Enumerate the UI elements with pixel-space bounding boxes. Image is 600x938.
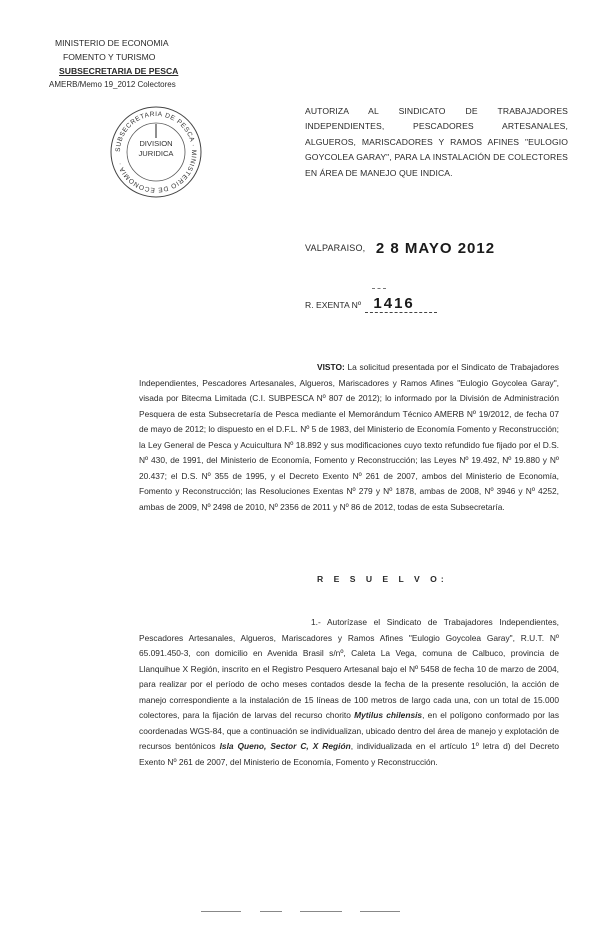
article-1-tail: , individualizada en el artículo 1º letra d) del Decreto Exento Nº 261 de 2007, del Ministerio de Economía, Fomento y Reconstrucción.: [139, 741, 559, 767]
ministry-line-2: FOMENTO Y TURISMO: [63, 52, 156, 62]
article-1-paragraph: [139, 615, 559, 770]
resolution-title: AUTORIZA AL SINDICATO DE TRABAJADORES INDEPENDIENTES, PESCADORES ARTESANALES, ALGUEROS, MARISCADORES Y RAMOS AFINES "EULOGIO GOYCOLEA GARAY", PARA LA INSTALACIÓN DE COLECTORES EN ÁREA DE MANEJO QUE INDICA.: [305, 106, 568, 178]
date-stamp: 2 8 MAYO 2012: [375, 240, 496, 257]
article-1-lead: 1.- Autorízase el Sindicato de Trabajadores Independientes, Pescadores Artesanales, Algueros, Mariscadores y Ramos Afines "Eulogio Goycolea Garay", R.U.T. Nº 65.091.450-3, con domicilio en Avenida Brasil s/nº, Caleta La Vega, comuna de Calbuco, provincia de Llanquihue X Región, inscrito en el Registro Pesquero Artesanal bajo el Nº 5458 de fecha 10 de marzo de 2004, para realizar por el período de ocho meses contados desde la fecha de la presente resolución, la acción de manejo correspondiente a la instalación de 15 líneas de 100 metros de largo cada una, con un total de 15.000 colectores, para la fijación de larvas del recurso chorito: [139, 617, 559, 720]
date-line: [305, 240, 495, 257]
resuelvo-heading: R E S U E L V O:: [317, 574, 448, 584]
visto-label: VISTO:: [317, 362, 345, 372]
date-city: VALPARAISO,: [305, 243, 366, 253]
footer-rule: [300, 911, 342, 912]
seal-center-line-1: DIVISION: [139, 139, 173, 148]
reference-dash-mark: [372, 288, 386, 289]
subsecretaria-line: SUBSECRETARIA DE PESCA: [59, 66, 179, 76]
visto-paragraph: [139, 360, 559, 515]
seal-ring-text: SUBSECRETARIA DE PESCA · MINISTERIO DE ECONOMIA ·: [114, 110, 198, 194]
seal-center-line-2: JURIDICA: [138, 149, 174, 158]
footer-rule: [260, 911, 282, 912]
memo-reference: AMERB/Memo 19_2012 Colectores: [49, 80, 176, 89]
issuer-header: [49, 36, 235, 92]
article-1-species: Mytilus chilensis: [354, 710, 423, 720]
article-1-middle: , en el polígono conformado por las coordenadas WGS-84, que a continuación se individualizan, ubicado dentro del área de manejo y explotación de recursos bentónicos: [139, 710, 560, 751]
resolution-reference: [305, 295, 437, 313]
official-seal: [108, 104, 204, 200]
reference-number: 1416: [365, 295, 436, 313]
ministry-line: MINISTERIO DE ECONOMIA: [55, 38, 169, 48]
footer-rule: [201, 911, 241, 912]
article-1-sector: Isla Queno, Sector C, X Región: [219, 741, 351, 751]
seal-center-text: [108, 139, 204, 159]
reference-label: R. EXENTA Nº: [305, 300, 361, 310]
footer-rule: [360, 911, 400, 912]
visto-text: La solicitud presentada por el Sindicato de Trabajadores Independientes, Pescadores Artesanales, Algueros, Mariscadores y Ramos Afines "Eulogio Goycolea Garay", visada por Bitecma Limitada (C.I. SUBPESCA Nº 807 de 2012); lo informado por la División de Administración Pesquera de esta Subsecretaría de Pesca mediante el Memorándum Técnico AMERB Nº 19/2012, de fecha 07 de mayo de 2012; lo dispuesto en el D.F.L. Nº 5 de 1983, del Ministerio de Economía Fomento y Reconstrucción; la Ley General de Pesca y Acuicultura Nº 18.892 y sus modificaciones cuyo texto refundido fue fijado por el D.S. Nº 430, de 1991, del Ministerio de Economía, Fomento y Reconstrucción; las Leyes Nº 19.492, Nº 19.880 y Nº 20.437; el D.S. Nº 355 de 1995, y el Decreto Exento Nº 261 de 2007, ambos del Ministerio de Economía, Fomento y Reconstrucción; las Resoluciones Exentas Nº 279 y Nº 1878, ambas de 2008, Nº 3946 y Nº 4252, ambas de 2009, Nº 2498 de 2010, Nº 2356 de 2011 y Nº 86 de 2012, todas de esta Subsecretaría.: [139, 362, 559, 512]
